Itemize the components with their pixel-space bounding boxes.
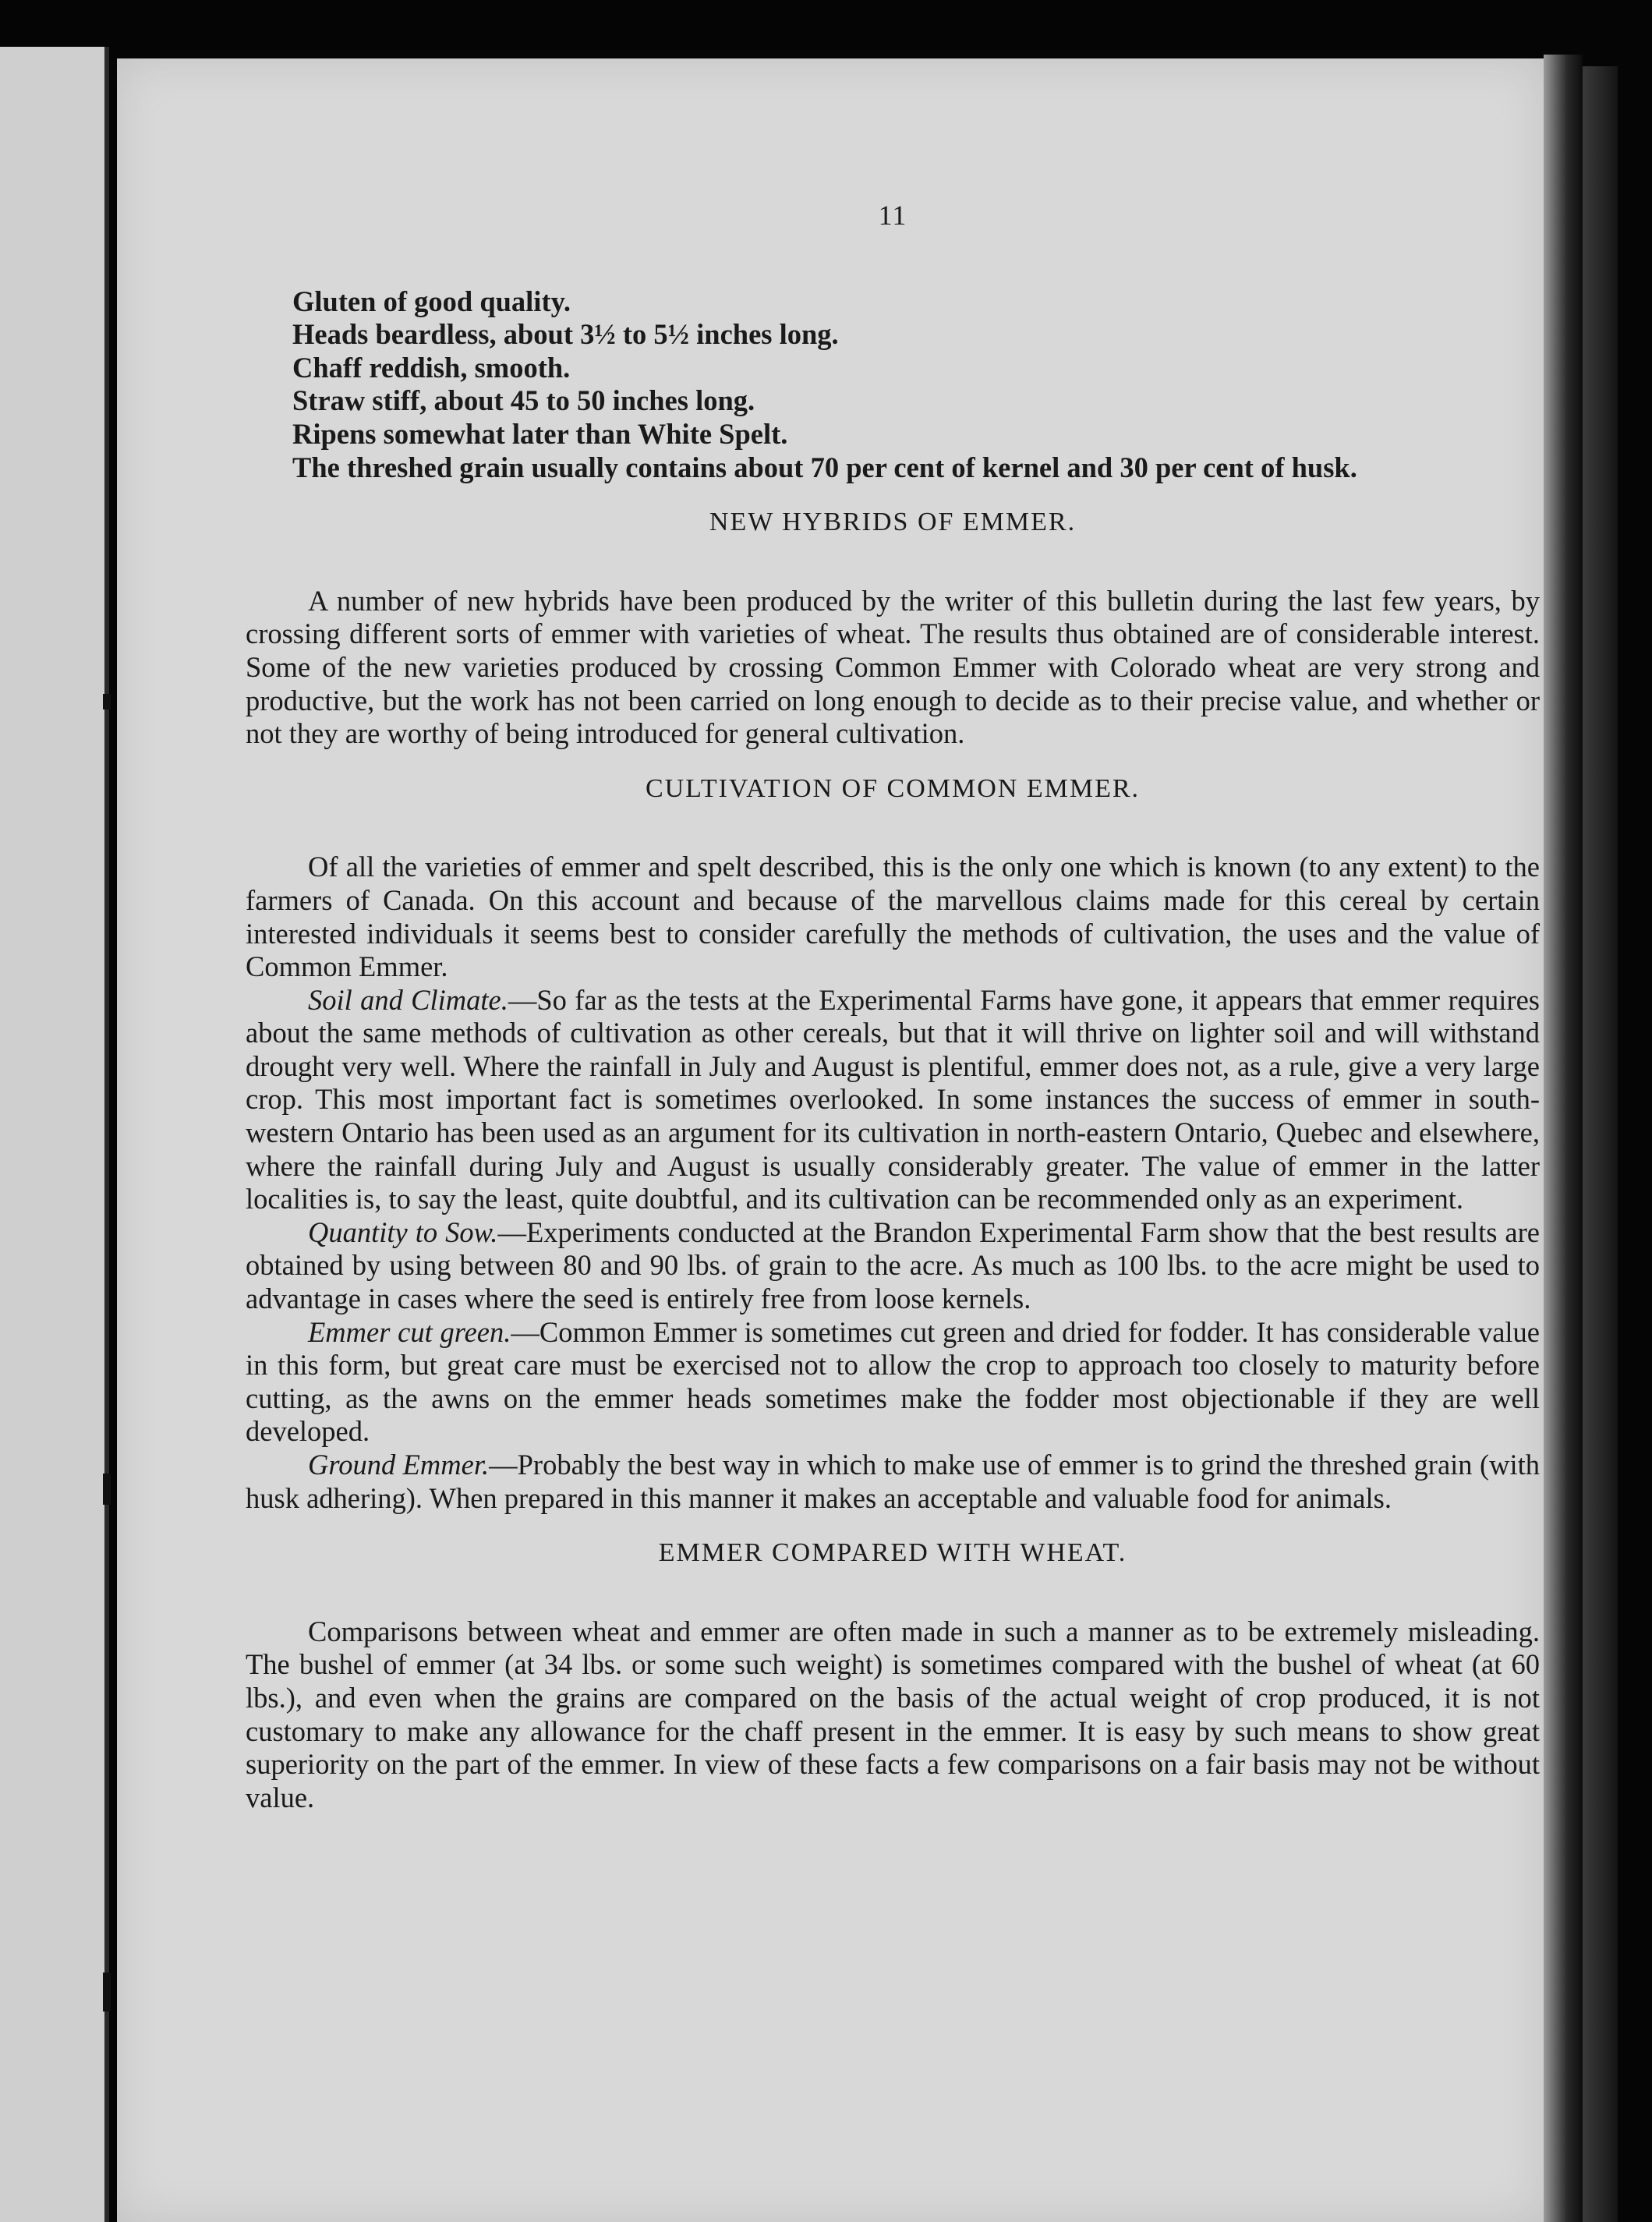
- hybrids-paragraph: A number of new hybrids have been produced by the writer of this bulletin during the last few years, by crossing different sorts of emmer with varieties of wheat. The results thus obtained are of considerable interest. Some of the new varieties produced by crossing Common Emmer with Colorado wheat are very strong and productive, but the work has not been carried on long enough to decide as to their precise value, and whether or not they are worthy of being introduced for general cultivation.: [246, 584, 1540, 750]
- ground-emmer-text: —Probably the best way in which to make use of emmer is to grind the threshed grain (with husk adhering). When prepared in this manner it makes an acceptable and valuable food for animals.: [246, 1449, 1540, 1514]
- soil-climate-paragraph: [246, 984, 1540, 1216]
- section-heading-cultivation: CULTIVATION OF COMMON EMMER.: [645, 773, 1141, 803]
- kernel-husk-paragraph: The threshed grain usually contains about 70 per cent of kernel and 30 per cent of husk.: [292, 451, 1357, 483]
- cultivation-intro-paragraph: Of all the varieties of emmer and spelt described, this is the only one which is known (to any extent) to the farmers of Canada. On this account and because of the marvellous claims made for this cereal by certain interested individuals it seems best to consider carefully the methods of cultivation, the uses and the value of Common Emmer.: [246, 851, 1540, 983]
- page-gutter-shadow: [1544, 55, 1583, 2222]
- trait-line: Chaff reddish, smooth.: [292, 351, 571, 384]
- book-edge-shadow: [1583, 66, 1618, 2222]
- left-page-edge: [0, 47, 109, 2222]
- page-edge-mark: [103, 1973, 111, 2011]
- soil-climate-text: —So far as the tests at the Experimental Farms have gone, it appears that emmer requires about the same methods of cultivation as other cereals, but that it will thrive on lighter soil and will withstand drought very well. Where the rainfall in July and August is plentiful, emmer does not, as a rule, give a very large crop. This most important fact is sometimes overlooked. In some instances the success of emmer in south-western Ontario has been used as an argument for its cultivation in north-eastern Ontario, Quebec and elsewhere, where the rainfall during July and August is usually considerably greater. The value of emmer in the latter localities is, to say the least, quite doubtful, and its cultivation can be recommended only as an experiment.: [246, 983, 1540, 1215]
- section-heading-compared: EMMER COMPARED WITH WHEAT.: [658, 1538, 1127, 1568]
- trait-line: Gluten of good quality.: [292, 285, 571, 317]
- quantity-text: —Experiments conducted at the Brandon Experimental Farm show that the best results are obtained by using between 80 and 90 lbs. of grain to the acre. As much as 100 lbs. to the acre might be used to advantage in cases where the seed is entirely free from loose kernels.: [246, 1215, 1540, 1315]
- quantity-paragraph: [246, 1216, 1540, 1316]
- trait-line: Straw stiff, about 45 to 50 inches long.: [292, 384, 755, 417]
- page-content: [246, 199, 1540, 1814]
- book-page: [117, 58, 1544, 2222]
- trait-line: Ripens somewhat later than White Spelt.: [292, 417, 788, 450]
- page-edge-mark: [103, 694, 111, 709]
- quantity-run-head: Quantity to Sow.: [308, 1215, 498, 1248]
- spelt-traits-list: [246, 285, 1540, 485]
- section-heading-hybrids: NEW HYBRIDS OF EMMER.: [709, 508, 1077, 537]
- page-edge-mark: [103, 1474, 111, 1505]
- cut-green-paragraph: [246, 1316, 1540, 1449]
- page-number: 11: [878, 200, 907, 231]
- ground-emmer-run-head: Ground Emmer.: [308, 1449, 490, 1481]
- cut-green-text: —Common Emmer is sometimes cut green and dried for fodder. It has considerable value in this form, but great care must be exercised not to allow the crop to approach too closely to maturity before cutting, as the awns on the emmer heads sometimes make the fodder most objectionable if they are well developed.: [246, 1315, 1540, 1448]
- cut-green-run-head: Emmer cut green.: [308, 1315, 511, 1348]
- ground-emmer-paragraph: [246, 1449, 1540, 1515]
- soil-climate-run-head: Soil and Climate.: [308, 983, 508, 1016]
- compared-paragraph: Comparisons between wheat and emmer are often made in such a manner as to be extremely misleading. The bushel of emmer (at 34 lbs. or some such weight) is sometimes compared with the bushel of wheat (at 60 lbs.), and even when the grains are compared on the basis of the actual weight of crop produced, it is not customary to make any allowance for the chaff present in the emmer. It is easy by such means to show great superiority on the part of the emmer. In view of these facts a few comparisons on a fair basis may not be without value.: [246, 1615, 1540, 1813]
- trait-line: Heads beardless, about 3½ to 5½ inches long.: [292, 318, 839, 351]
